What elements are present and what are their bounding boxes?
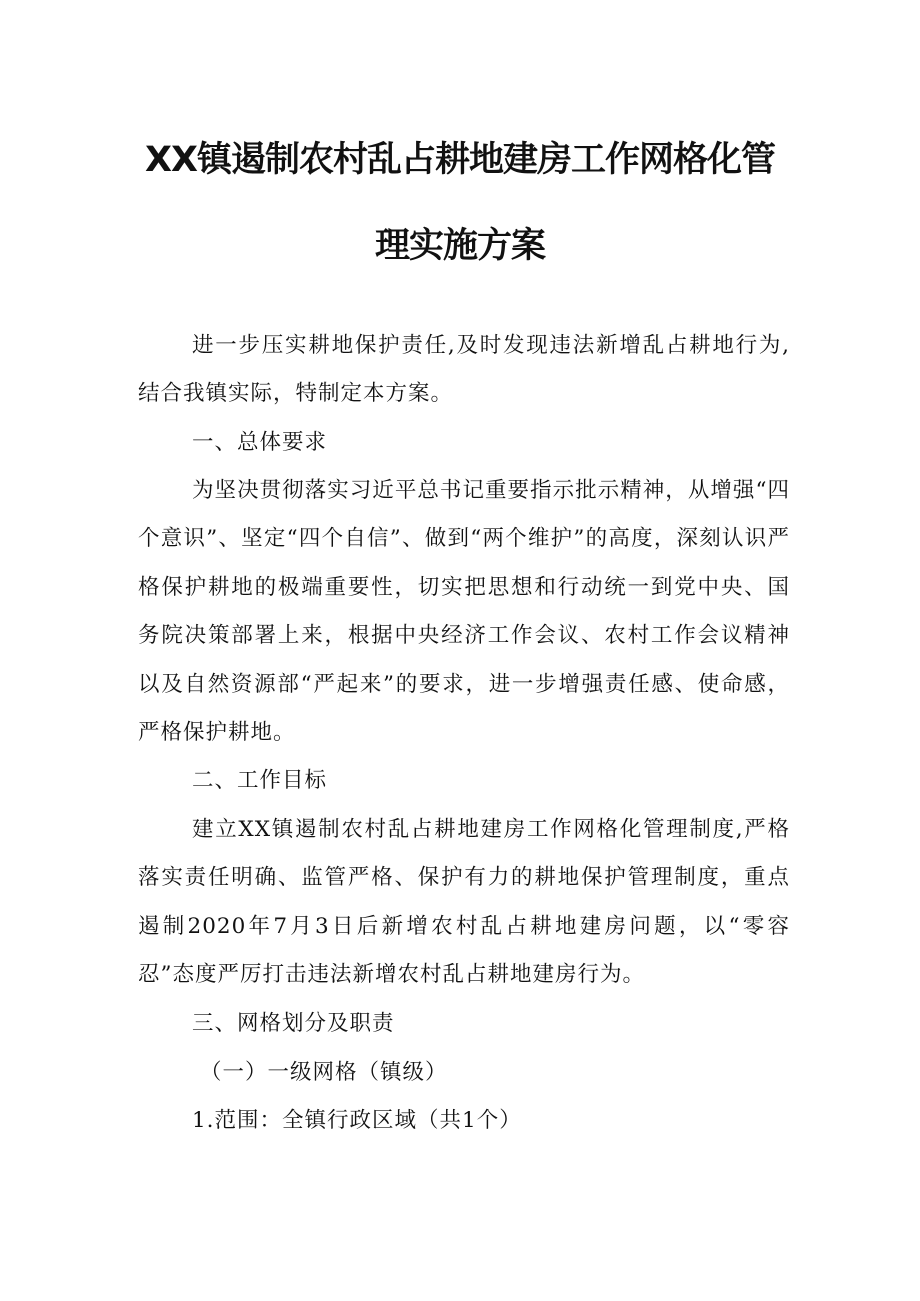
section-heading-work-goals: 二、工作目标 — [192, 768, 328, 793]
subsection-heading-level-one-grid: （一）一级网格（镇级） — [200, 1060, 448, 1085]
section-heading-general-requirements: 一、总体要求 — [192, 430, 328, 455]
document-title-line-1: XX镇遏制农村乱占耕地建房工作网格化管 — [145, 140, 775, 180]
list-item-scope: 1.范围：全镇行政区域（共1个） — [192, 1108, 522, 1133]
section-body-work-goals: 建立XX镇遏制农村乱占耕地建房工作网格化管理制度,严格落实责任明确、监管严格、保护有力的耕地保护管理制度，重点遏制2020年7月3日后新增农村乱占耕地建房问题，以“零容忍”态度严厉打击违法新增农村乱占耕地建房行为。 — [138, 817, 790, 988]
section-body-general-requirements: 为坚决贯彻落实习近平总书记重要指示批示精神，从增强“四个意识”、坚定“四个自信”、做到“两个维护”的高度，深刻认识严格保护耕地的极端重要性，切实把思想和行动统一到党中央、国务院决策部署上来，根据中央经济工作会议、农村工作会议精神以及自然资源部“严起来”的要求，进一步增强责任感、使命感，严格保护耕地。 — [138, 478, 790, 746]
section-heading-grid-division: 三、网格划分及职责 — [192, 1011, 395, 1036]
intro-paragraph: 进一步压实耕地保护责任,及时发现违法新增乱占耕地行为,结合我镇实际，特制定本方案。 — [138, 333, 790, 407]
document-title-line-2: 理实施方案 — [374, 226, 545, 266]
